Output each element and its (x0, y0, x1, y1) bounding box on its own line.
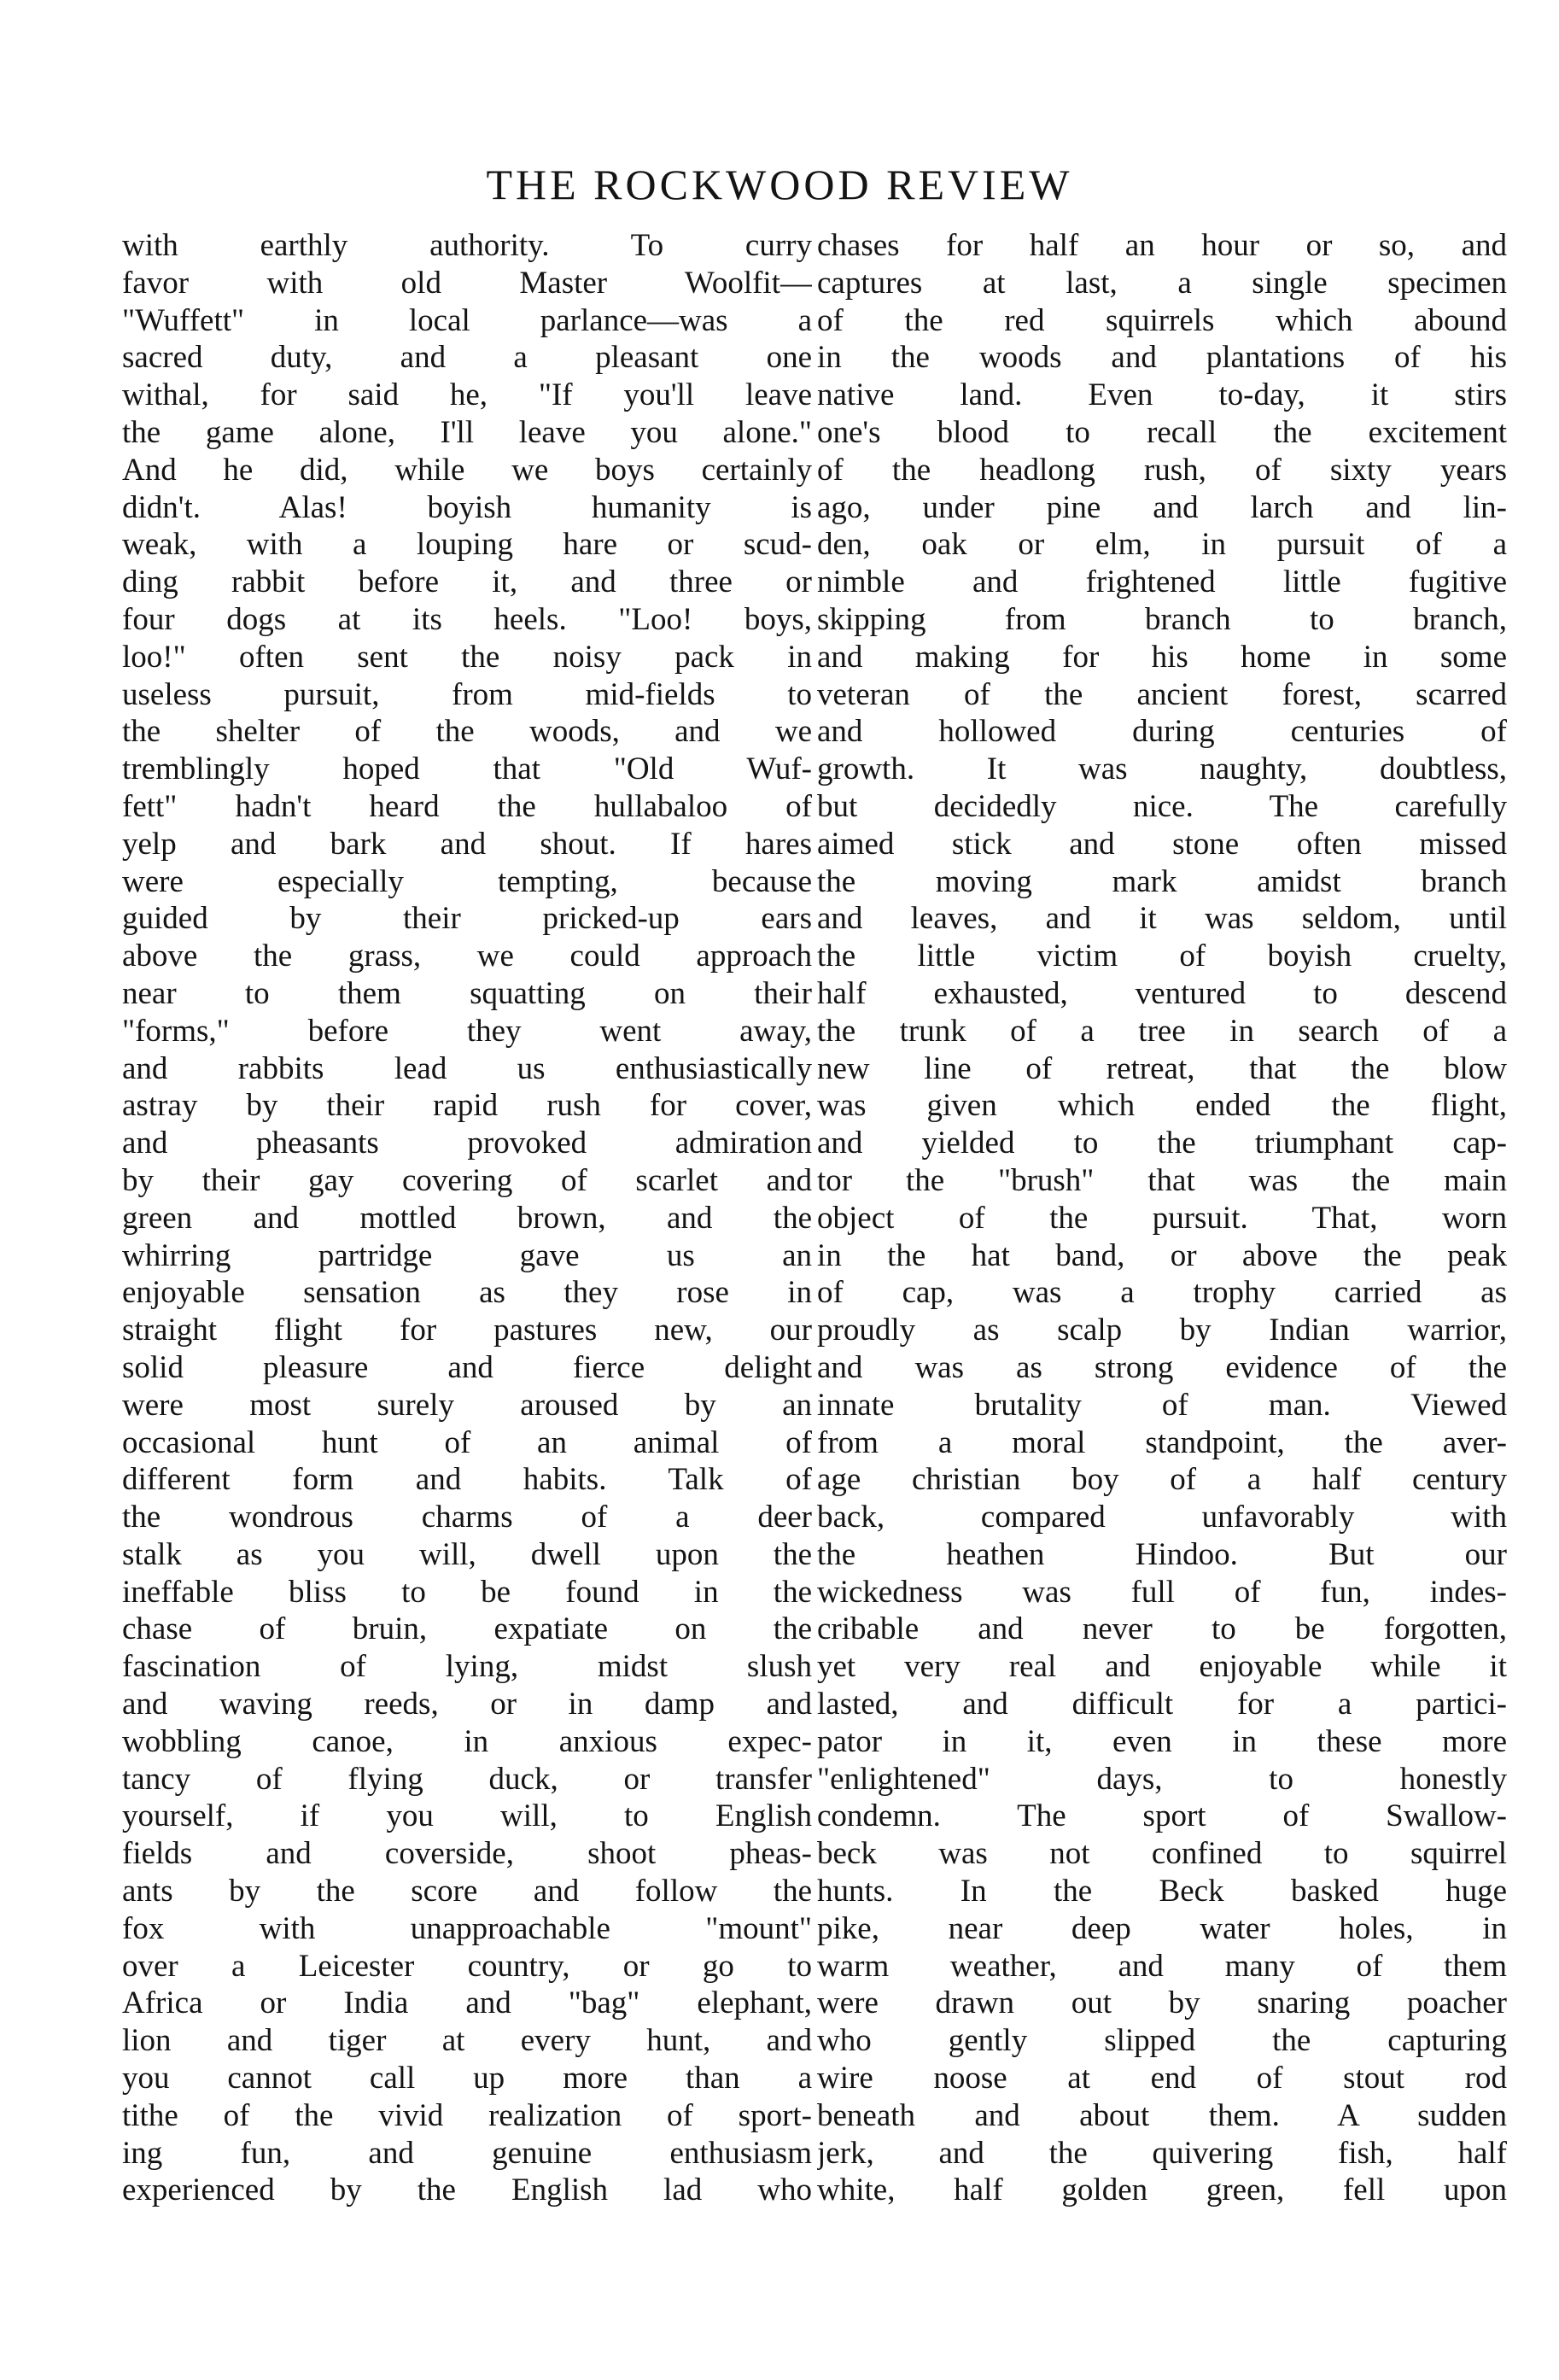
text-line: pike, near deep water holes, in (817, 1910, 1507, 1946)
text-line: astray by their rapid rush for cover, (122, 1088, 812, 1124)
text-line: but decidedly nice. The carefully (817, 788, 1507, 824)
text-line: wire noose at end of stout rod (817, 2061, 1507, 2096)
text-line: proudly as scalp by Indian warrior, (817, 1313, 1507, 1348)
text-line: and leaves, and it was seldom, until (817, 901, 1507, 937)
text-line: guided by their pricked-up ears (122, 901, 812, 937)
text-line: enjoyable sensation as they rose in (122, 1275, 812, 1311)
text-line: yet very real and enjoyable while it (817, 1649, 1507, 1685)
text-line: age christian boy of a half century (817, 1462, 1507, 1498)
text-line: wobbling canoe, in anxious expec- (122, 1723, 812, 1759)
text-line: near to them squatting on their (122, 975, 812, 1011)
running-title: THE ROCKWOOD REVIEW (486, 161, 1073, 208)
text-line: den, oak or elm, in pursuit of a (817, 527, 1507, 563)
text-line: solid pleasure and fierce delight (122, 1349, 812, 1385)
text-line: fett" hadn't heard the hullabaloo of (122, 788, 812, 824)
text-line: experienced by the English lad who (122, 2172, 812, 2208)
text-line: and rabbits lead us enthusiastically (122, 1050, 812, 1086)
text-line: tremblingly hoped that "Old Wuf- (122, 751, 812, 787)
text-line: the moving mark amidst branch (817, 863, 1507, 899)
text-line: weak, with a louping hare or scud- (122, 527, 812, 563)
text-line: didn't. Alas! boyish humanity is (122, 489, 812, 525)
text-line: skipping from branch to branch, (817, 601, 1507, 637)
text-line: growth. It was naughty, doubtless, (817, 751, 1507, 787)
text-line: warm weather, and many of them (817, 1948, 1507, 1984)
text-line: beneath and about them. A sudden (817, 2097, 1507, 2133)
text-line: of the red squirrels which abound (817, 302, 1507, 338)
text-line: the heathen Hindoo. But our (817, 1536, 1507, 1572)
text-line: stalk as you will, dwell upon the (122, 1536, 812, 1572)
text-line: ants by the score and follow the (122, 1874, 812, 1909)
text-line: and pheasants provoked admiration (122, 1126, 812, 1161)
text-line: green and mottled brown, and the (122, 1200, 812, 1236)
text-line: the shelter of the woods, and we (122, 714, 812, 750)
text-column-left (122, 227, 812, 2209)
text-line: and hollowed during centuries of (817, 714, 1507, 750)
text-line: object of the pursuit. That, worn (817, 1200, 1507, 1236)
text-line: occasional hunt of an animal of (122, 1424, 812, 1460)
text-line: fascination of lying, midst slush (122, 1649, 812, 1685)
text-line: of cap, was a trophy carried as (817, 1275, 1507, 1311)
text-line: the trunk of a tree in search of a (817, 1013, 1507, 1049)
text-line: lasted, and difficult for a partici- (817, 1687, 1507, 1722)
text-line: tithe of the vivid realization of sport- (122, 2097, 812, 2133)
text-line: loo!" often sent the noisy pack in (122, 639, 812, 675)
text-line: new line of retreat, that the blow (817, 1050, 1507, 1086)
text-line: aimed stick and stone often missed (817, 826, 1507, 862)
text-line: of the headlong rush, of sixty years (817, 452, 1507, 488)
text-line: sacred duty, and a pleasant one (122, 340, 812, 376)
text-line: tancy of flying duck, or transfer (122, 1761, 812, 1797)
text-line: lion and tiger at every hunt, and (122, 2023, 812, 2059)
text-line: the wondrous charms of a deer (122, 1500, 812, 1535)
text-line: over a Leicester country, or go to (122, 1948, 812, 1984)
text-line: the little victim of boyish cruelty, (817, 939, 1507, 974)
text-line: veteran of the ancient forest, scarred (817, 676, 1507, 712)
text-line: beck was not confined to squirrel (817, 1836, 1507, 1872)
text-line: was given which ended the flight, (817, 1088, 1507, 1124)
text-line: cribable and never to be forgotten, (817, 1611, 1507, 1647)
text-line: native land. Even to-day, it stirs (817, 377, 1507, 413)
text-line: yelp and bark and shout. If hares (122, 826, 812, 862)
text-line: wickedness was full of fun, indes- (817, 1574, 1507, 1610)
text-line: And he did, while we boys certainly (122, 452, 812, 488)
text-line: you cannot call up more than a (122, 2061, 812, 2096)
text-column-right (817, 227, 1507, 2209)
text-line: and yielded to the triumphant cap- (817, 1126, 1507, 1161)
text-line: fields and coverside, shoot pheas- (122, 1836, 812, 1872)
text-line: "forms," before they went away, (122, 1013, 812, 1049)
text-line: four dogs at its heels. "Loo! boys, (122, 601, 812, 637)
text-line: and waving reeds, or in damp and (122, 1687, 812, 1722)
text-line: who gently slipped the capturing (817, 2023, 1507, 2059)
text-line: and making for his home in some (817, 639, 1507, 675)
text-line: pator in it, even in these more (817, 1723, 1507, 1759)
text-line: different form and habits. Talk of (122, 1462, 812, 1498)
text-line: ding rabbit before it, and three or (122, 564, 812, 600)
text-line: condemn. The sport of Swallow- (817, 1798, 1507, 1834)
text-line: nimble and frightened little fugitive (817, 564, 1507, 600)
text-line: were drawn out by snaring poacher (817, 1985, 1507, 2021)
text-line: ago, under pine and larch and lin- (817, 489, 1507, 525)
text-line: hunts. In the Beck basked huge (817, 1874, 1507, 1909)
text-line: ing fun, and genuine enthusiasm (122, 2135, 812, 2171)
text-line: from a moral standpoint, the aver- (817, 1424, 1507, 1460)
text-line: favor with old Master Woolfit— (122, 265, 812, 301)
text-line: yourself, if you will, to English (122, 1798, 812, 1834)
text-line: captures at last, a single specimen (817, 265, 1507, 301)
text-line: one's blood to recall the excitement (817, 414, 1507, 450)
text-line: whirring partridge gave us an (122, 1237, 812, 1273)
text-line: ineffable bliss to be found in the (122, 1574, 812, 1610)
text-line: above the grass, we could approach (122, 939, 812, 974)
text-line: withal, for said he, "If you'll leave (122, 377, 812, 413)
text-line: in the hat band, or above the peak (817, 1237, 1507, 1273)
text-line: innate brutality of man. Viewed (817, 1387, 1507, 1423)
text-line: chases for half an hour or so, and (817, 228, 1507, 263)
text-line: white, half golden green, fell upon (817, 2172, 1507, 2208)
text-line: tor the "brush" that was the main (817, 1162, 1507, 1198)
text-line: were most surely aroused by an (122, 1387, 812, 1423)
text-line: were especially tempting, because (122, 863, 812, 899)
text-line: back, compared unfavorably with (817, 1500, 1507, 1535)
text-line: half exhausted, ventured to descend (817, 975, 1507, 1011)
text-line: and was as strong evidence of the (817, 1349, 1507, 1385)
text-line: "Wuffett" in local parlance—was a (122, 302, 812, 338)
text-line: the game alone, I'll leave you alone." (122, 414, 812, 450)
text-line: by their gay covering of scarlet and (122, 1162, 812, 1198)
text-line: fox with unapproachable "mount" (122, 1910, 812, 1946)
text-line: useless pursuit, from mid-fields to (122, 676, 812, 712)
text-line: in the woods and plantations of his (817, 340, 1507, 376)
text-line: "enlightened" days, to honestly (817, 1761, 1507, 1797)
text-line: chase of bruin, expatiate on the (122, 1611, 812, 1647)
text-line: Africa or India and "bag" elephant, (122, 1985, 812, 2021)
text-line: straight flight for pastures new, our (122, 1313, 812, 1348)
text-line: jerk, and the quivering fish, half (817, 2135, 1507, 2171)
text-line: with earthly authority. To curry (122, 228, 812, 263)
